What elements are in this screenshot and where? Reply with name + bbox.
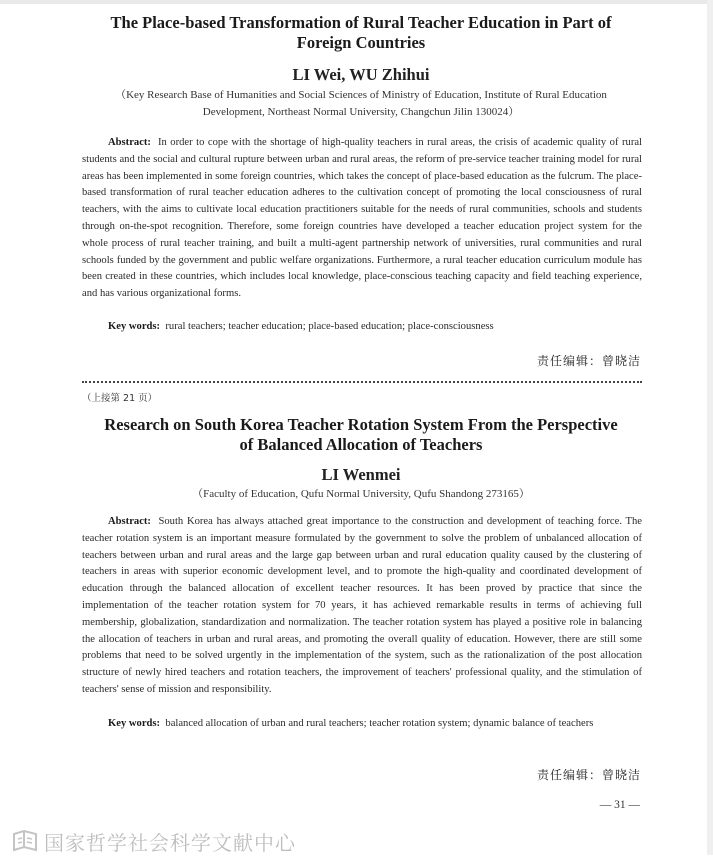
keywords-label: Key words: bbox=[108, 321, 161, 332]
article1-affil-line1: （Key Research Base of Humanities and Social Sciences of Ministry of Education, Institute of Rural Education bbox=[115, 89, 607, 101]
watermark-text: 国家哲学社会科学文献中心 bbox=[44, 830, 296, 855]
article1-abstract bbox=[82, 135, 642, 303]
article1-editor: 责任编辑：曾晓洁 bbox=[536, 354, 641, 368]
keywords-text: balanced allocation of urban and rural teachers; teacher rotation system; dynamic balance of teachers bbox=[165, 718, 594, 729]
page-right-edge bbox=[707, 0, 713, 855]
abstract-label: Abstract: bbox=[108, 137, 151, 148]
article2-abstract bbox=[82, 514, 642, 699]
article2-title-line2: of Balanced Allocation of Teachers bbox=[239, 435, 483, 454]
article2-authors: LI Wenmei bbox=[321, 465, 401, 484]
keywords-text: rural teachers; teacher education; place-based education; place-consciousness bbox=[165, 321, 494, 332]
page-top-edge bbox=[0, 0, 713, 4]
article2-title bbox=[80, 415, 642, 455]
abstract-text: In order to cope with the shortage of high-quality teachers in rural areas, the crisis of academic quality of rural students and the social and cultural rupture between urban and rural areas, the reform of pre-service teacher training model for rural areas has been implemented in some foreign countries, which takes the concept of place-based education as the fulcrum. The place-based transformation of rural teacher education adheres to the cultivation concept of promoting the local consciousness of rural teachers, with the aims to cultivate local education practitioners suitable for the needs of rural communities, schools and students through on-the-spot recognition. Therefore, some foreign countries have developed a teacher education project system for the whole process of rural teacher training, and built a multi-agent partnership network of universities, rural communities and rural schools funded by the government and public welfare organizations. Furthermore, a rural teacher education curriculum module has been created in these countries, which includes local knowledge, place-conscious teaching capacity and field teaching experience, and has various organizational forms. bbox=[82, 137, 642, 300]
article1-keywords bbox=[82, 319, 642, 336]
article2-affiliation bbox=[80, 486, 642, 503]
article1-affiliation bbox=[80, 87, 642, 121]
abstract-text: South Korea has always attached great importance to the construction and development of teaching force. The teacher rotation system is an important measure formulated by the government to solve the problem of unbalanced allocation of teachers between urban and rural areas and the large gap between urban and rural education quality caused by the clustering of teachers in areas with superior economic development level, and to promote the high-quality and coordinated development of education through the balanced allocation of excellent teacher resources. It has been proved by practice that since the implementation of the teacher rotation system for 70 years, it has achieved remarkable results in terms of achieving full membership, globalization, standardization and normalization. The teacher rotation system has played a positive role in balancing the allocation of teachers in urban and rural areas, and promoting the overall quality of education. However, there are still some problems that need to be solved urgently in the implementation of the system, such as the rationalization of the post allocation structure of newly hired teachers and rotation teachers, the improvement of teachers' professional quality, and the stimulation of teachers' sense of mission and responsibility. bbox=[82, 516, 643, 695]
page-number: — 31 — bbox=[599, 799, 640, 811]
article1-title-line1: The Place-based Transformation of Rural Teacher Education in Part of bbox=[110, 13, 612, 32]
article2-editor: 责任编辑：曾晓洁 bbox=[536, 768, 641, 782]
watermark bbox=[12, 827, 332, 855]
keywords-label: Key words: bbox=[108, 718, 161, 729]
article1-authors: LI Wei, WU Zhihui bbox=[292, 65, 430, 84]
article2-affil-line1: （Faculty of Education, Qufu Normal University, Qufu Shandong 273165） bbox=[192, 488, 530, 500]
abstract-label: Abstract: bbox=[108, 516, 151, 527]
article1-title bbox=[80, 13, 642, 53]
article1-affil-line2: Development, Northeast Normal University, Changchun Jilin 130024） bbox=[202, 106, 520, 118]
article2-keywords bbox=[82, 716, 642, 733]
article1-title-line2: Foreign Countries bbox=[296, 33, 426, 52]
continued-note: （上接第 21 页） bbox=[82, 393, 158, 404]
section-divider bbox=[82, 381, 642, 383]
library-logo-icon bbox=[12, 830, 38, 852]
article2-title-line1: Research on South Korea Teacher Rotation System From the Perspective bbox=[104, 415, 618, 434]
